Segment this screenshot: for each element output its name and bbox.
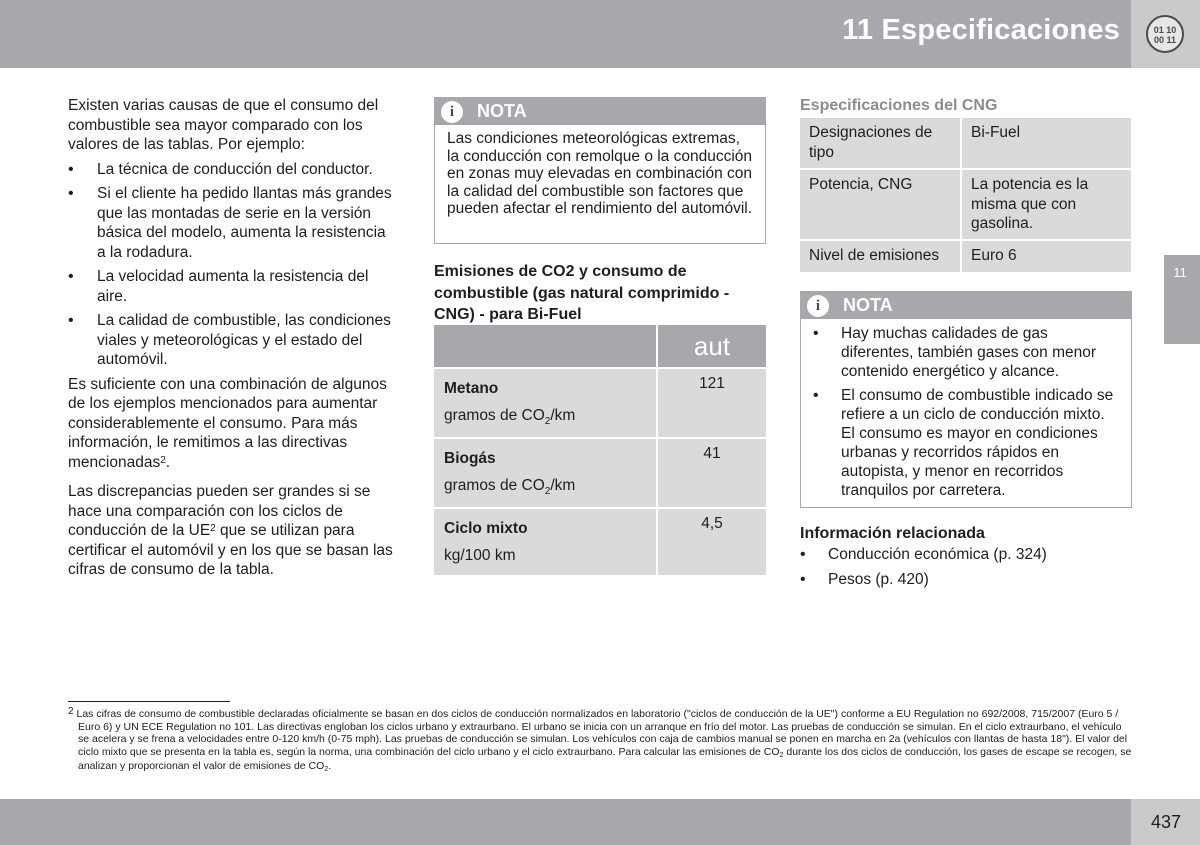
spec-key: Nivel de emisiones: [800, 241, 962, 274]
footnote-ref[interactable]: 2: [210, 523, 216, 534]
related-link-item: [800, 570, 1047, 590]
spec-value: Euro 6: [962, 241, 1131, 274]
fuel-unit-post: /km: [550, 407, 576, 424]
list-item: • La técnica de conducción del conductor.: [68, 160, 398, 180]
chapter-specifications-icon: [1146, 15, 1184, 53]
table-row: [800, 241, 1131, 274]
fuel-unit-sub: 2: [544, 486, 551, 497]
column-left: [68, 96, 398, 585]
list-item: • El consumo de combustible indicado se refiere a un ciclo de conducción mixto. El consumo es mayor en condiciones urbanas y recorridos rápidos en autopista, y menor en recorridos tranquilos por carretera.: [813, 386, 1121, 500]
fuel-unit: gramos de CO: [444, 407, 545, 424]
note-label: NOTA: [843, 295, 893, 315]
page-title: 11 Especificaciones: [842, 14, 1120, 46]
note-box-gas: [800, 291, 1132, 508]
fuel-name: Biogás: [444, 450, 496, 467]
table-row: [434, 369, 766, 439]
footnote-text-a: Las cifras de consumo de combustible declaradas oficialmente se basan en dos ciclos de conducción normalizados en laboratorio ("ciclos de conducción de la UE") conforme a EU Regulation no 692/2008, 715/2007 (Euro 5 / Euro 6) y UN ECE Regulation no 101. Las directivas engloban los ciclos urbano y extraurbano. El urbano se inicia con un arranque en frío del motor. Las pruebas de conducción se simulan. En el ciclo extraurbano, el vehículo se acelera y se frena a velocidades entre 0-120 km/h (0-75 mph). Las pruebas de conducción se simulan. Los vehículos con caja de cambios manual se ponen en marcha en 2a (vehículos con llantas de hasta 18"). El valor del ciclo mixto que se presenta en la tabla es, según la norma, una combinación del ciclo urbano y el ciclo extraurbano. Para calcular las emisiones de CO: [76, 708, 1128, 758]
footnote-text-c: .: [328, 760, 332, 773]
table-cell-name: [434, 369, 658, 439]
page-footer: [0, 799, 1200, 845]
table-header-aut: aut: [658, 325, 766, 369]
table-cell-value: 121: [658, 369, 766, 439]
note-box-conditions: [434, 97, 766, 244]
list-item: • Hay muchas calidades de gas diferentes, también gases con menor contenido energético y alcance.: [813, 324, 1121, 381]
fuel-unit: gramos de CO: [444, 477, 545, 494]
discrepancies-paragraph: [68, 482, 398, 580]
note-header: [801, 292, 1131, 319]
table-header-empty: [434, 325, 658, 369]
note-list: [813, 324, 1121, 500]
spec-key: Potencia, CNG: [800, 170, 962, 241]
info-icon: i: [441, 101, 463, 123]
intro-paragraph: Existen varias causas de que el consumo del combustible sea mayor comparado con los valores de las tablas. Por ejemplo:: [68, 97, 379, 153]
table-row: [434, 509, 766, 577]
note-label: NOTA: [477, 101, 527, 121]
page-number: 437: [1150, 812, 1181, 832]
page-header: [0, 0, 1200, 68]
footnote-sub: 2: [779, 751, 784, 759]
fuel-unit-post: /km: [550, 477, 576, 494]
chapter-icon-text-bottom: 00 11: [1153, 35, 1177, 45]
list-item: • La calidad de combustible, las condiciones viales y meteorológicas y el estado del automóvil.: [68, 311, 398, 370]
info-icon: i: [807, 295, 829, 317]
causes-list: [68, 160, 398, 370]
cng-specs-heading: Especificaciones del CNG: [800, 97, 998, 114]
fuel-name: Ciclo mixto: [444, 520, 528, 537]
note-header: [435, 98, 765, 125]
spec-value: Bi-Fuel: [962, 118, 1131, 170]
table-cell-value: 4,5: [658, 509, 766, 577]
fuel-unit: kg/100 km: [444, 547, 516, 564]
note-text: Las condiciones meteorológicas extremas, la conducción con remolque o la conducción en zonas muy elevadas en combinación con la calidad del combustible son factores que pueden afectar el rendimiento del automóvil.: [447, 130, 753, 217]
directives-text: Es suficiente con una combinación de algunos de los ejemplos mencionados para aumentar considerablemente el consumo. Para más información, le remitimos a las directivas mencionadas: [68, 375, 387, 471]
chapter-icon-text-top: 01 10: [1153, 25, 1177, 35]
discrepancies-text-a: Las discrepancias pueden ser grandes si se hace una comparación con los ciclos de conducción de la UE: [68, 483, 371, 539]
related-link-item: [800, 545, 1047, 565]
spec-key: Designaciones de tipo: [800, 118, 962, 170]
table-row: [434, 439, 766, 509]
discrepancies-text-b: que se utilizan para certificar el automóvil y en los que se basan las cifras de consumo de la tabla.: [68, 522, 393, 578]
list-item: • Si el cliente ha pedido llantas más grandes que las montadas de serie en la versión básica del modelo, aumenta la resistencia a la rodadura.: [68, 184, 398, 262]
related-links-list: [800, 545, 1047, 594]
footnote-ref[interactable]: 2: [160, 454, 166, 466]
cng-specs-table: [800, 118, 1131, 274]
list-item: • La velocidad aumenta la resistencia del aire.: [68, 267, 398, 306]
related-info-heading: Información relacionada: [800, 525, 985, 542]
directives-paragraph: [68, 375, 398, 473]
table-cell-value: 41: [658, 439, 766, 509]
table-header-row: [434, 325, 766, 369]
note-body: [801, 319, 1131, 515]
related-link[interactable]: Pesos (p. 420): [828, 570, 929, 588]
chapter-side-tab-label: 11: [1173, 265, 1187, 280]
table-cell-name: [434, 439, 658, 509]
emissions-table: [434, 325, 766, 577]
footnote: [68, 708, 1132, 775]
table-row: [800, 170, 1131, 241]
emissions-heading: Emisiones de CO2 y consumo de combustible (gas natural comprimido - CNG) - para Bi-Fuel: [434, 263, 730, 323]
related-link[interactable]: Conducción económica (p. 324): [828, 546, 1047, 563]
footnote-marker: 2: [68, 706, 74, 717]
spec-value: La potencia es la misma que con gasolina.: [962, 170, 1131, 241]
fuel-unit-sub: 2: [544, 416, 551, 427]
table-row: [800, 118, 1131, 170]
table-cell-name: [434, 509, 658, 577]
fuel-name: Metano: [444, 380, 499, 397]
footer-box: [1131, 799, 1200, 845]
footnote-divider: [68, 701, 230, 702]
footnote-sub: 2: [324, 766, 329, 774]
directives-end: .: [165, 453, 171, 471]
chapter-side-tab[interactable]: [1164, 255, 1200, 344]
footnote-text-b: durante los dos ciclos de conducción, los gases de escape se recogen, se analizan y proporcionan el valor de emisiones de CO: [78, 745, 1132, 773]
